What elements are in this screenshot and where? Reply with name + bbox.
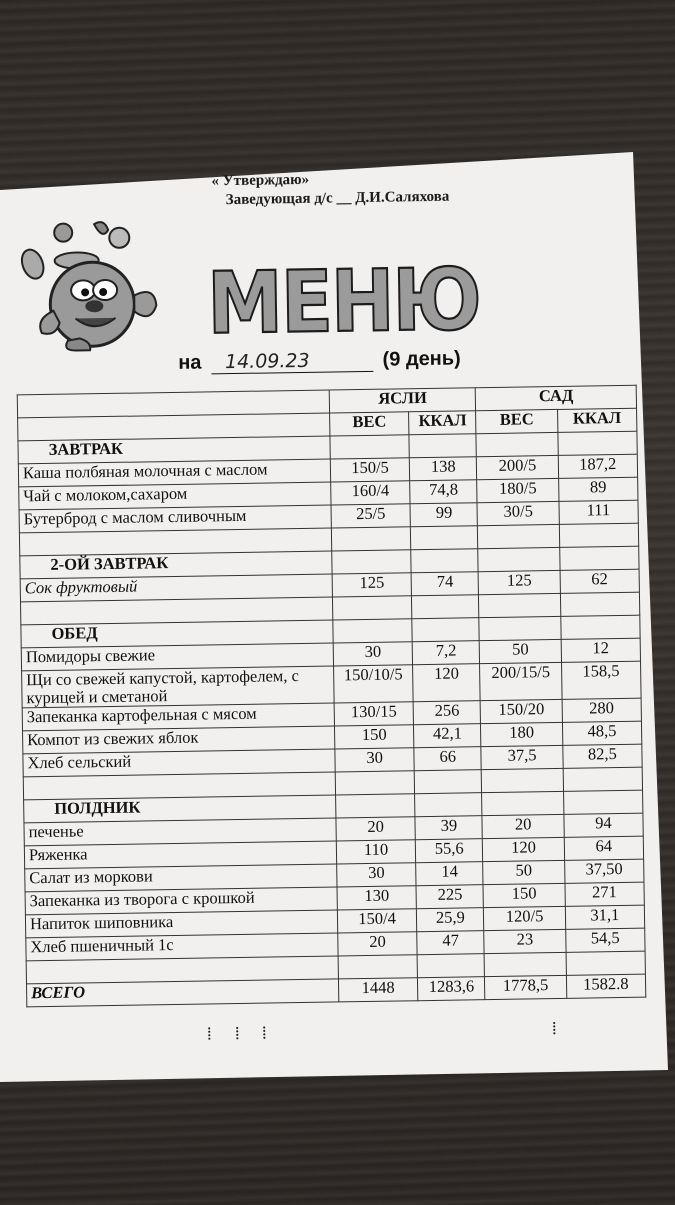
dish-name: Каша полбяная молочная с маслом [18, 459, 330, 487]
col-weight-kindergarten: ВЕС [476, 409, 558, 433]
ink-mark: ⁞ [234, 1023, 240, 1044]
dish-name: печенье [24, 818, 336, 846]
kcal-nursery: 47 [417, 931, 485, 955]
weight-kindergarten: 30/5 [477, 501, 559, 525]
kcal-nursery: 55,6 [416, 839, 484, 863]
kcal-kindergarten: 31,1 [565, 905, 645, 929]
total-label: ВСЕГО [26, 979, 338, 1007]
weight-nursery: 150/10/5 [334, 665, 414, 703]
menu-table [17, 385, 647, 1008]
dish-name: Бутерброд с маслом сливочным [19, 505, 331, 533]
kcal-kindergarten: 158,5 [561, 661, 641, 699]
kcal-nursery: 14 [416, 862, 484, 886]
kcal-kindergarten: 94 [564, 813, 644, 837]
col-weight-nursery: ВЕС [330, 412, 410, 436]
section-title: ПОЛДНИК [24, 795, 336, 823]
weight-kindergarten: 180/5 [477, 478, 559, 502]
kcal-kindergarten: 1582.8 [566, 974, 646, 998]
head-signature-line: Заведующая д/с __ Д.И.Саляхова [225, 188, 450, 209]
weight-nursery: 160/4 [331, 481, 411, 505]
dish-name: Сок фруктовый [20, 574, 332, 602]
kcal-kindergarten: 37,50 [564, 859, 644, 883]
weight-nursery: 110 [336, 840, 416, 864]
weight-kindergarten: 200/5 [477, 455, 559, 479]
weight-nursery: 150 [334, 725, 414, 749]
weight-kindergarten: 200/15/5 [480, 662, 562, 700]
smesharik-mascot-icon [16, 217, 168, 354]
weight-kindergarten: 20 [482, 814, 564, 838]
ink-mark: ⁞ [206, 1023, 212, 1044]
weight-nursery: 150/4 [337, 909, 417, 933]
kcal-kindergarten: 12 [561, 638, 641, 662]
kcal-nursery: 42,1 [414, 724, 482, 748]
group-kindergarten: САД [476, 385, 637, 411]
weight-nursery: 150/5 [330, 458, 410, 482]
kcal-kindergarten: 48,5 [562, 721, 642, 745]
group-nursery: ЯСЛИ [329, 388, 476, 413]
weight-kindergarten: 37,5 [481, 745, 563, 769]
kcal-nursery: 39 [415, 816, 483, 840]
kcal-nursery: 7,2 [412, 641, 480, 665]
weight-nursery: 20 [336, 817, 416, 841]
weight-nursery: 130/15 [334, 702, 414, 726]
section-title: 2-ОЙ ЗАВТРАК [20, 551, 332, 579]
dish-name: Хлеб сельский [23, 749, 335, 777]
kcal-kindergarten: 271 [565, 882, 645, 906]
weight-nursery: 30 [337, 863, 417, 887]
weight-nursery: 1448 [338, 978, 418, 1002]
kcal-kindergarten: 187,2 [558, 454, 638, 478]
weight-nursery: 25/5 [331, 504, 411, 528]
weight-nursery: 30 [335, 748, 415, 772]
dish-name: Компот из свежих яблок [23, 726, 335, 754]
date-prefix: на [178, 351, 202, 374]
dish-name: Салат из моркови [25, 864, 337, 892]
kcal-kindergarten: 64 [564, 836, 644, 860]
kcal-nursery: 138 [410, 457, 478, 481]
day-number: (9 день) [382, 347, 461, 371]
dish-name: Ряженка [24, 841, 336, 869]
kcal-kindergarten: 54,5 [565, 928, 645, 952]
section-title: ОБЕД [21, 620, 333, 648]
kcal-nursery: 120 [413, 664, 481, 702]
weight-kindergarten: 50 [480, 639, 562, 663]
kcal-kindergarten: 111 [559, 500, 639, 524]
kcal-kindergarten: 89 [558, 477, 638, 501]
weight-kindergarten: 150/20 [481, 699, 563, 723]
kcal-nursery: 74,8 [410, 480, 478, 504]
weight-nursery: 20 [338, 932, 418, 956]
kcal-kindergarten: 280 [562, 698, 642, 722]
menu-title: МЕНЮ [206, 249, 481, 354]
dish-name: Помидоры свежие [21, 643, 333, 671]
weight-kindergarten: 120/5 [484, 906, 566, 930]
weight-kindergarten: 23 [484, 929, 566, 953]
approval-heading: « Утверждаю» [211, 171, 310, 190]
ink-mark: ⁞ [551, 1018, 557, 1039]
weight-nursery: 125 [332, 573, 412, 597]
col-kcal-nursery: ККАЛ [409, 411, 477, 435]
dish-name: Чай с молоком,сахаром [19, 482, 331, 510]
kcal-nursery: 225 [416, 885, 484, 909]
kcal-nursery: 1283,6 [418, 977, 486, 1001]
dish-name: Запеканка из творога с крошкой [25, 887, 337, 915]
kcal-kindergarten: 62 [560, 569, 640, 593]
dish-name: Хлеб пшеничный 1с [26, 933, 338, 961]
weight-kindergarten: 120 [483, 837, 565, 861]
dish-name: Запеканка картофельная с мясом [22, 703, 334, 731]
col-kcal-kindergarten: ККАЛ [557, 408, 637, 432]
date-line [178, 347, 461, 374]
weight-kindergarten: 125 [479, 570, 561, 594]
kcal-nursery: 25,9 [417, 908, 485, 932]
dish-name: Щи со свежей капустой, картофелем, с курицей и сметаной [22, 666, 335, 708]
menu-date: 14.09.23 [211, 349, 373, 375]
weight-kindergarten: 50 [483, 860, 565, 884]
weight-nursery: 30 [333, 642, 413, 666]
weight-kindergarten: 1778,5 [485, 975, 567, 999]
kcal-nursery: 256 [413, 701, 481, 725]
kcal-nursery: 66 [414, 747, 482, 771]
ink-mark: ⁞ [261, 1022, 267, 1043]
dish-name: Напиток шиповника [25, 910, 337, 938]
kcal-nursery: 99 [410, 503, 478, 527]
kcal-nursery: 74 [411, 572, 479, 596]
weight-nursery: 130 [337, 886, 417, 910]
weight-kindergarten: 180 [481, 722, 563, 746]
section-title: ЗАВТРАК [18, 436, 330, 464]
kcal-kindergarten: 82,5 [563, 744, 643, 768]
weight-kindergarten: 150 [483, 883, 565, 907]
